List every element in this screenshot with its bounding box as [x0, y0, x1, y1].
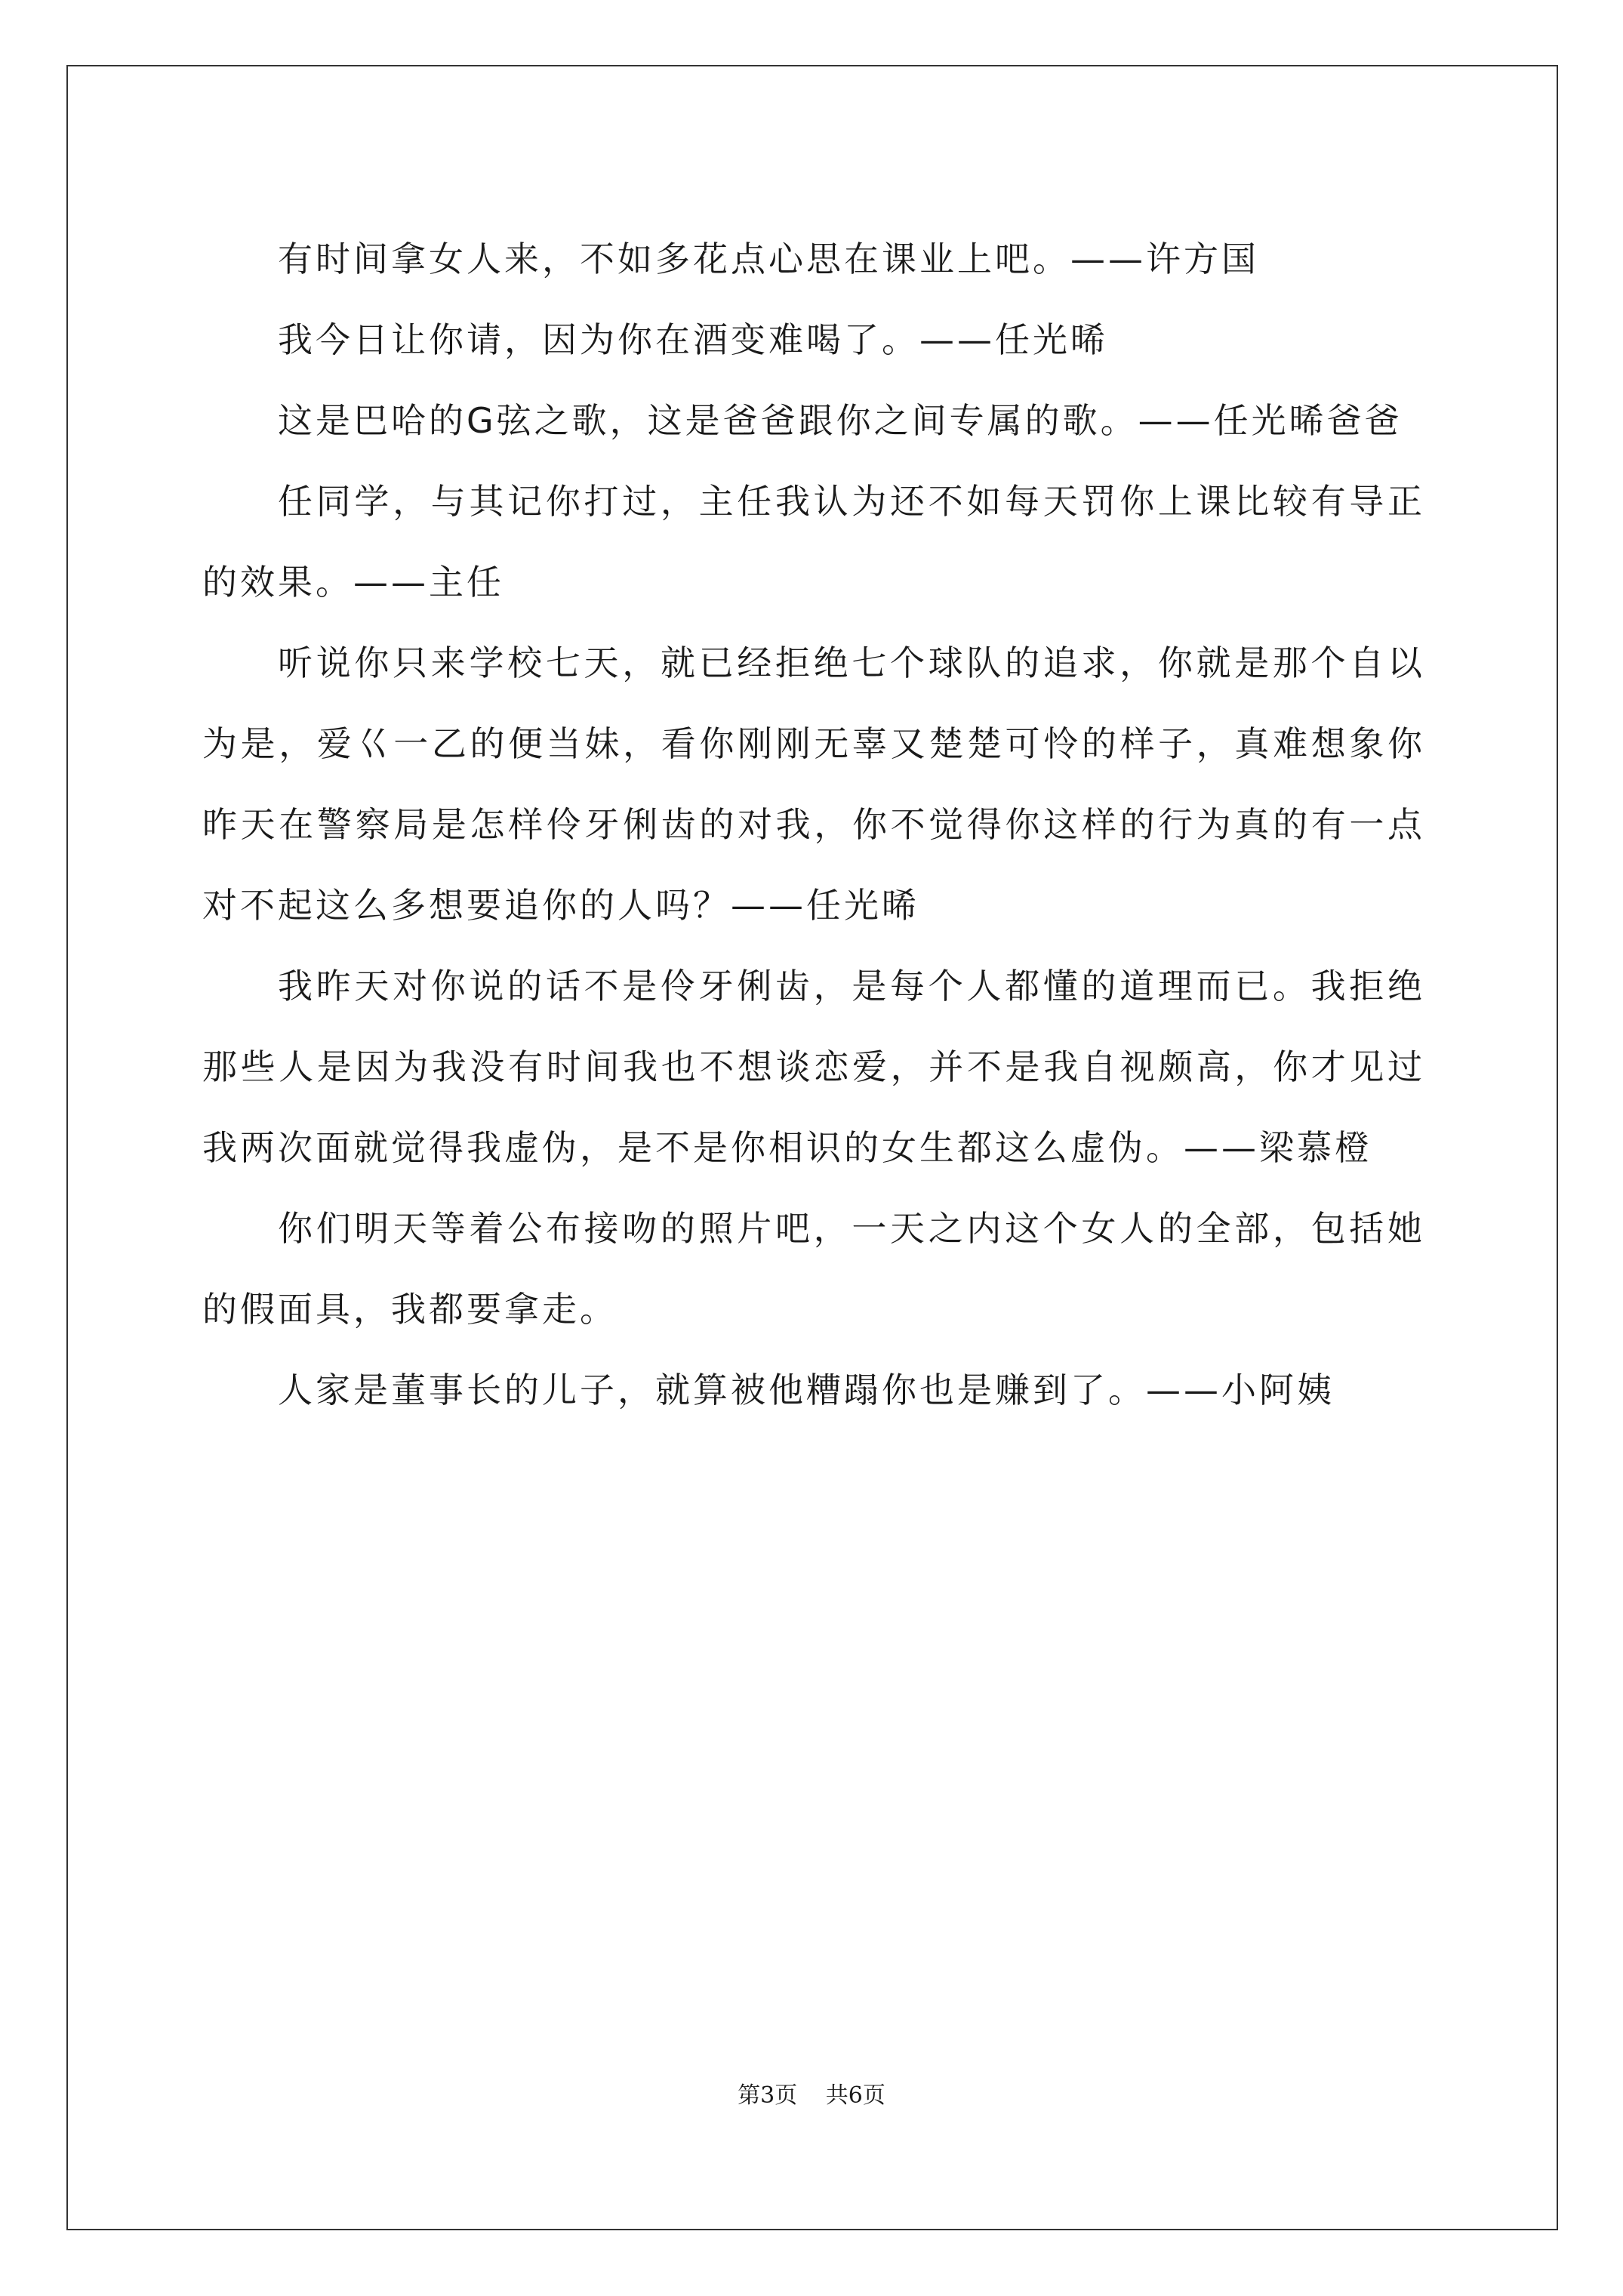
paragraph: 人家是董事长的儿子，就算被他糟蹋你也是赚到了。——小阿姨: [278, 1370, 1335, 1410]
paragraph: 你们明天等着公布接吻的照片吧，一天之内这个女人的全部，包括她的假面具，我都要拿走。: [202, 1208, 1425, 1330]
paragraph: 听说你只来学校七天，就已经拒绝七个球队的追求，你就是那个自以为是，爱巜一乙的便当妹，看你刚刚无辜又楚楚可怜的样子，真难想象你昨天在警察局是怎样伶牙俐齿的对我，你不觉得你这样的行为真的有一点对不起这么多想要追你的人吗？——任光晞: [202, 643, 1425, 926]
page-total: 共6页: [825, 2082, 885, 2109]
page-footer: [0, 2076, 1623, 2110]
paragraph: 这是巴哈的G弦之歌，这是爸爸跟你之间专属的歌。——任光晞爸爸: [278, 400, 1403, 441]
page-number: 第3页: [738, 2082, 798, 2109]
paragraph: 任同学，与其记你打过，主任我认为还不如每天罚你上课比较有导正的效果。——主任: [202, 481, 1425, 603]
paragraph: 有时间拿女人来，不如多花点心思在课业上吧。——许方国: [278, 239, 1259, 279]
document-body: [202, 219, 1425, 1431]
paragraph: 我昨天对你说的话不是伶牙俐齿，是每个人都懂的道理而已。我拒绝那些人是因为我没有时间我也不想谈恋爱，并不是我自视颇高，你才见过我两次面就觉得我虚伪，是不是你相识的女生都这么虚伪。——梁慕橙: [202, 966, 1425, 1168]
paragraph: 我今日让你请，因为你在酒变难喝了。——任光晞: [278, 319, 1108, 360]
